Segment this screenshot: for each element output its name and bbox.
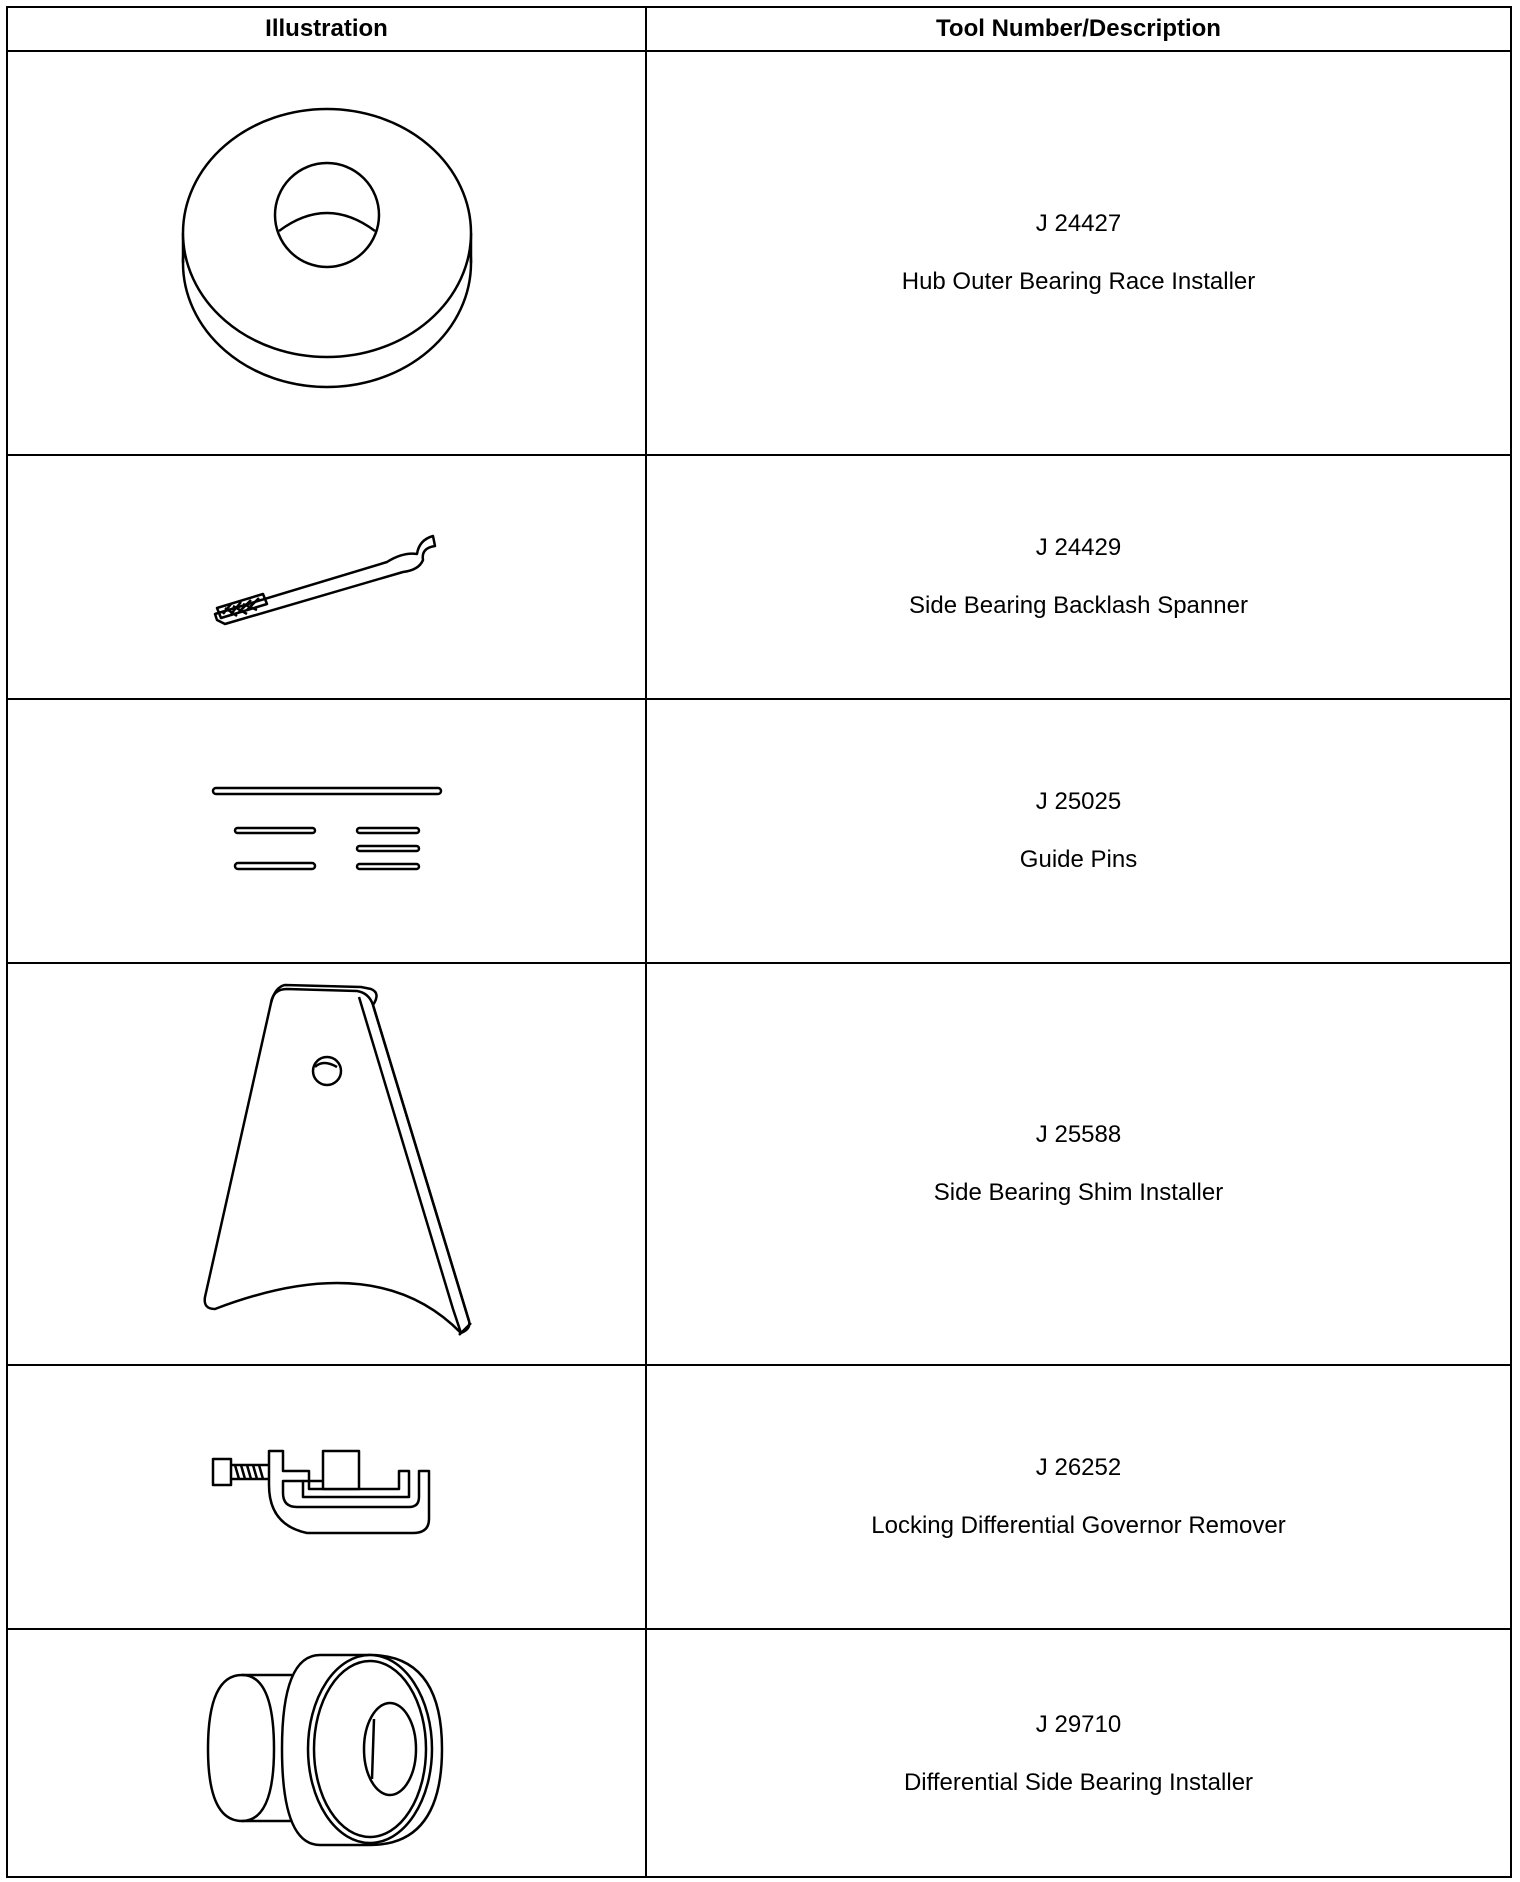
- tool-description: Side Bearing Backlash Spanner: [909, 592, 1248, 619]
- governor-remover-drawing: [207, 1437, 447, 1557]
- illustration-cell: [8, 1630, 645, 1878]
- tool-number: J 24429: [1035, 534, 1122, 561]
- illustration-cell: [8, 456, 645, 698]
- tool-number: J 24427: [1035, 210, 1122, 237]
- bearing-race-installer-drawing: [177, 103, 477, 403]
- tool-description: Locking Differential Governor Remover: [871, 1512, 1286, 1539]
- tool-description: Side Bearing Shim Installer: [933, 1179, 1224, 1206]
- illustration-cell: [8, 1366, 645, 1628]
- tool-number: J 25025: [1035, 788, 1122, 815]
- tool-description: Differential Side Bearing Installer: [903, 1769, 1254, 1796]
- illustration-cell: [8, 700, 645, 962]
- tools-table: [6, 6, 1512, 1878]
- shim-installer-drawing: [177, 979, 477, 1349]
- illustration-cell: [8, 964, 645, 1364]
- tool-number: J 29710: [1035, 1711, 1122, 1738]
- guide-pins-drawing: [207, 776, 447, 886]
- description-cell: [647, 1366, 1510, 1628]
- description-cell: [647, 1630, 1510, 1878]
- description-cell: [647, 700, 1510, 962]
- description-cell: [647, 52, 1510, 454]
- tool-description: Guide Pins: [1019, 846, 1138, 873]
- header-illustration: Illustration: [265, 15, 388, 42]
- tool-description: Hub Outer Bearing Race Installer: [901, 268, 1256, 295]
- backlash-spanner-drawing: [207, 522, 447, 632]
- header-description: Tool Number/Description: [936, 15, 1221, 42]
- description-cell: [647, 964, 1510, 1364]
- tool-number: J 26252: [1035, 1454, 1122, 1481]
- illustration-cell: [8, 52, 645, 454]
- tool-number: J 25588: [1035, 1121, 1122, 1148]
- side-bearing-installer-drawing: [202, 1649, 452, 1859]
- description-cell: [647, 456, 1510, 698]
